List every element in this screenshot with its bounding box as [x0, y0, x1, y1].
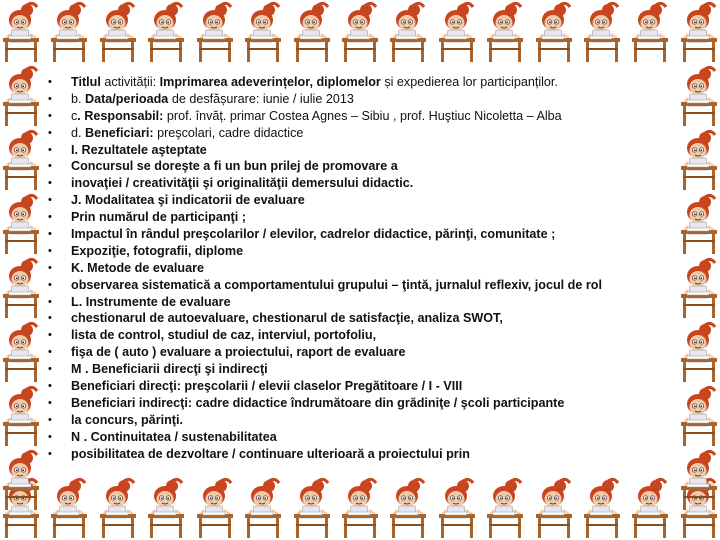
- border-tile: [194, 476, 236, 540]
- border-tile: [484, 0, 526, 64]
- list-item: [48, 192, 666, 209]
- bullet-marker: •: [48, 278, 52, 291]
- regular-text: și expedierea lor participanților.: [384, 75, 558, 89]
- bullet-marker: •: [48, 261, 52, 274]
- bullet-marker: •: [48, 312, 52, 325]
- border-tile: [0, 192, 42, 256]
- bold-text: J. Modalitatea şi indicatorii de evaluare: [71, 193, 305, 208]
- bold-text: M . Beneficiarii direcţi şi indirecţi: [71, 362, 268, 377]
- bold-text: L. Instrumente de evaluare: [71, 294, 231, 309]
- schoolgirl-icon: [678, 320, 720, 384]
- schoolgirl-icon: [48, 476, 90, 540]
- schoolgirl-icon: [339, 0, 381, 64]
- schoolgirl-icon: [291, 476, 333, 540]
- schoolgirl-icon: [581, 476, 623, 540]
- schoolgirl-icon: [145, 476, 187, 540]
- border-tile: [339, 476, 381, 540]
- schoolgirl-icon: [242, 476, 284, 540]
- border-tile: [97, 476, 139, 540]
- bold-text: la concurs, părinţi.: [71, 412, 183, 427]
- schoolgirl-icon: [291, 0, 333, 64]
- schoolgirl-icon: [387, 476, 429, 540]
- bullet-list: [48, 74, 666, 462]
- bottom-border: [0, 476, 720, 540]
- schoolgirl-icon: [533, 0, 575, 64]
- schoolgirl-icon: [387, 0, 429, 64]
- bullet-marker: •: [48, 228, 52, 241]
- bullet-marker: •: [48, 295, 52, 308]
- list-item: [48, 395, 666, 412]
- border-tile: [629, 476, 671, 540]
- border-tile: [533, 476, 575, 540]
- regular-text: d.: [71, 125, 86, 140]
- bold-text: Titlul: [71, 75, 105, 89]
- border-tile: [678, 0, 720, 64]
- schoolgirl-icon: [678, 448, 720, 512]
- bold-text: chestionarul de autoevaluare, chestionarul de satisfacţie, analiza SWOT,: [71, 311, 503, 326]
- regular-text: b.: [71, 91, 86, 106]
- schoolgirl-icon: [0, 384, 42, 448]
- list-item: [48, 142, 666, 159]
- border-tile: [145, 0, 187, 64]
- regular-text: c: [71, 108, 78, 123]
- border-tile: [678, 256, 720, 320]
- schoolgirl-icon: [678, 128, 720, 192]
- border-tile: [145, 476, 187, 540]
- border-tile: [291, 0, 333, 64]
- bold-text: K. Metode de evaluare: [71, 260, 204, 275]
- bold-text: fişa de ( auto ) evaluare a proiectului, raport de evaluare: [71, 345, 406, 360]
- bold-text: . Responsabil:: [77, 108, 167, 123]
- regular-text: prof. învăț. primar Costea Agnes – Sibiu , prof. Huştiuc Nicoletta – Alba: [166, 108, 562, 123]
- bold-text: posibilitatea de dezvoltare / continuare ulterioară a proiectului prin: [71, 446, 470, 461]
- schoolgirl-icon: [436, 476, 478, 540]
- border-tile: [436, 476, 478, 540]
- list-item: [48, 108, 666, 125]
- border-tile: [242, 476, 284, 540]
- border-tile: [387, 476, 429, 540]
- bullet-marker: •: [48, 92, 52, 105]
- bold-text: lista de control, studiul de caz, interviul, portofoliu,: [71, 328, 377, 343]
- bullet-marker: •: [48, 346, 52, 359]
- list-item: [48, 294, 666, 311]
- border-tile: [678, 384, 720, 448]
- bullet-marker: •: [48, 76, 52, 88]
- bullet-marker: •: [48, 109, 52, 122]
- bold-text: I. Rezultatele aşteptate: [71, 142, 207, 157]
- border-tile: [0, 0, 42, 64]
- schoolgirl-icon: [678, 256, 720, 320]
- schoolgirl-icon: [0, 256, 42, 320]
- border-tile: [387, 0, 429, 64]
- border-tile: [484, 476, 526, 540]
- list-item: [48, 175, 666, 192]
- border-tile: [678, 448, 720, 512]
- border-tile: [194, 0, 236, 64]
- schoolgirl-icon: [629, 476, 671, 540]
- left-border: [0, 0, 42, 540]
- list-item: [48, 226, 666, 243]
- schoolgirl-icon: [97, 0, 139, 64]
- bullet-marker: •: [48, 194, 52, 207]
- list-item: [48, 209, 666, 226]
- schoolgirl-icon: [678, 192, 720, 256]
- bold-text: Impactul în rândul preşcolarilor / elevilor, cadrelor didactice, părinţi, comunitate ;: [71, 227, 556, 242]
- border-tile: [629, 0, 671, 64]
- list-item: [48, 378, 666, 395]
- schoolgirl-icon: [194, 0, 236, 64]
- list-item: [48, 277, 666, 294]
- bullet-marker: •: [48, 363, 52, 376]
- schoolgirl-icon: [484, 0, 526, 64]
- regular-text: preşcolari, cadre didactice: [157, 125, 304, 140]
- list-item: [48, 158, 666, 175]
- bold-text: Beneficiari:: [85, 125, 158, 140]
- border-tile: [678, 64, 720, 128]
- border-tile: [581, 476, 623, 540]
- regular-text: de desfășurare: iunie / iulie 2013: [171, 91, 354, 106]
- content-box: [48, 74, 666, 464]
- list-item: [48, 446, 666, 463]
- list-item: [48, 125, 666, 142]
- border-tile: [533, 0, 575, 64]
- bullet-marker: •: [48, 447, 52, 460]
- list-item: [48, 327, 666, 344]
- border-tile: [581, 0, 623, 64]
- bullet-marker: •: [48, 211, 52, 224]
- border-tile: [436, 0, 478, 64]
- bold-text: Imprimarea adeverințelor, diplomelor: [159, 75, 385, 89]
- schoolgirl-icon: [0, 128, 42, 192]
- border-tile: [0, 320, 42, 384]
- bold-text: Data/perioada: [85, 91, 172, 106]
- schoolgirl-icon: [0, 192, 42, 256]
- schoolgirl-icon: [678, 64, 720, 128]
- schoolgirl-icon: [581, 0, 623, 64]
- schoolgirl-icon: [0, 448, 42, 512]
- bullet-marker: •: [48, 413, 52, 426]
- bold-text: Beneficiari indirecţi: cadre didactice îndrumătoare din grădiniţe / şcoli participante: [71, 395, 565, 410]
- bold-text: inovaţiei / creativităţii şi originalităţii demersului didactic.: [71, 176, 414, 191]
- schoolgirl-icon: [145, 0, 187, 64]
- bullet-marker: •: [48, 143, 52, 156]
- border-tile: [678, 320, 720, 384]
- list-item: [48, 243, 666, 260]
- schoolgirl-icon: [436, 0, 478, 64]
- schoolgirl-icon: [339, 476, 381, 540]
- bold-text: Beneficiari direcţi: preşcolarii / elevii claselor Pregătitoare / I - VIII: [71, 379, 463, 394]
- schoolgirl-icon: [97, 476, 139, 540]
- bold-text: Concursul se doreşte a fi un bun prilej de promovare a: [71, 159, 398, 174]
- border-tile: [0, 256, 42, 320]
- border-tile: [291, 476, 333, 540]
- bullet-marker: •: [48, 329, 52, 342]
- schoolgirl-icon: [678, 0, 720, 64]
- border-tile: [0, 384, 42, 448]
- schoolgirl-icon: [48, 0, 90, 64]
- list-item: [48, 310, 666, 327]
- border-tile: [0, 64, 42, 128]
- regular-text: activității:: [104, 75, 160, 89]
- border-tile: [242, 0, 284, 64]
- schoolgirl-icon: [533, 476, 575, 540]
- bold-text: observarea sistematică a comportamentului grupului – ţintă, jurnalul reflexiv, jocul de rol: [71, 277, 602, 292]
- bullet-marker: •: [48, 430, 52, 443]
- right-border: [678, 0, 720, 540]
- bold-text: N . Continuitatea / sustenabilitatea: [71, 429, 277, 444]
- list-item: [48, 429, 666, 446]
- list-item: [48, 361, 666, 378]
- schoolgirl-icon: [678, 384, 720, 448]
- bold-text: Prin numărul de participanţi ;: [71, 210, 246, 225]
- list-item: [48, 260, 666, 277]
- list-item: [48, 91, 666, 108]
- schoolgirl-icon: [242, 0, 284, 64]
- border-tile: [339, 0, 381, 64]
- list-item: [48, 74, 666, 91]
- schoolgirl-icon: [194, 476, 236, 540]
- border-tile: [0, 128, 42, 192]
- bullet-marker: •: [48, 126, 52, 139]
- list-item: [48, 344, 666, 361]
- list-item: [48, 412, 666, 429]
- schoolgirl-icon: [484, 476, 526, 540]
- bullet-marker: •: [48, 396, 52, 409]
- border-tile: [678, 192, 720, 256]
- schoolgirl-icon: [0, 0, 42, 64]
- border-tile: [48, 476, 90, 540]
- bullet-marker: •: [48, 177, 52, 190]
- bullet-marker: •: [48, 380, 52, 393]
- border-tile: [0, 448, 42, 512]
- bullet-marker: •: [48, 160, 52, 173]
- border-tile: [48, 0, 90, 64]
- schoolgirl-icon: [0, 64, 42, 128]
- top-border: [0, 0, 720, 64]
- bullet-marker: •: [48, 244, 52, 257]
- border-tile: [97, 0, 139, 64]
- schoolgirl-icon: [0, 320, 42, 384]
- border-tile: [678, 128, 720, 192]
- bold-text: Expoziţie, fotografii, diplome: [71, 243, 244, 258]
- schoolgirl-icon: [629, 0, 671, 64]
